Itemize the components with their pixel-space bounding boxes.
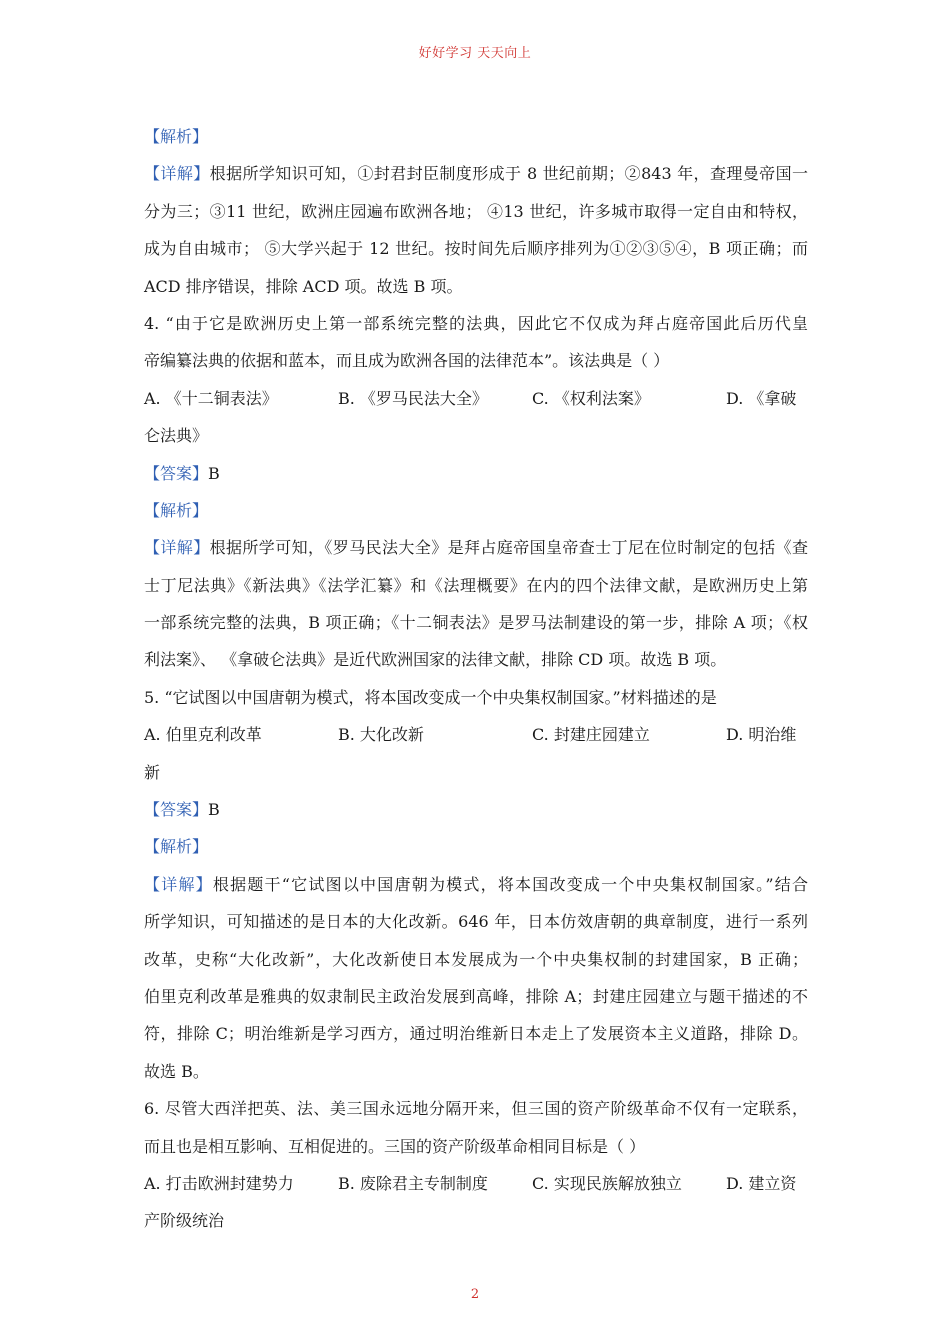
option-b: B. 《罗马民法大全》 xyxy=(338,388,488,408)
question-6-stem: 而且也是相互影响、互相促进的。三国的资产阶级革命相同目标是（ ） xyxy=(144,1136,646,1156)
option-d-wrap: 仑法典》 xyxy=(144,426,209,446)
question-5-options xyxy=(144,716,808,753)
detail-tag: 【详解】 xyxy=(144,538,210,558)
detail-line: 伯里克利改革是雅典的奴隶制民主政治发展到高峰，排除 A；封建庄园建立与题干描述的不 xyxy=(144,986,808,1006)
answer-line: 【答案】B xyxy=(144,800,220,820)
answer-line: 【答案】B xyxy=(144,463,220,483)
option-d: D. 建立资 xyxy=(726,1173,797,1193)
question-6-stem: 6. 尽管大西洋把英、法、美三国永远地分隔开来，但三国的资产阶级革命不仅有一定联系， xyxy=(144,1099,808,1119)
detail-line: 所学知识，可知描述的是日本的大化改新。646 年，日本仿效唐朝的典章制度，进行一系列 xyxy=(144,912,808,932)
question-4-stem: 4. “由于它是欧洲历史上第一部系统完整的法典，因此它不仅成为拜占庭帝国此后历代皇 xyxy=(144,313,808,333)
detail-line: 改革，史称“大化改新”，大化改新使日本发展成为一个中央集权制的封建国家，B 正确； xyxy=(144,949,808,969)
option-b: B. 废除君主专制制度 xyxy=(338,1173,488,1193)
detail-line: 利法案》、 《拿破仑法典》是近代欧洲国家的法律文献，排除 CD 项。故选 B 项。 xyxy=(144,650,727,670)
question-5-stem: 5. “它试图以中国唐朝为模式，将本国改变成一个中央集权制国家。”材料描述的是 xyxy=(144,687,717,707)
analysis-heading: 【解析】 xyxy=(144,500,209,520)
option-a: A. 打击欧洲封建势力 xyxy=(144,1173,294,1193)
document-body xyxy=(144,118,808,1240)
detail-line: 分为三；③11 世纪，欧洲庄园遍布欧洲各地； ④13 世纪，许多城市取得一定自由和特权， xyxy=(144,201,808,221)
option-d-wrap: 新 xyxy=(144,762,161,782)
question-4-options xyxy=(144,380,808,417)
detail-line: 成为自由城市； ⑤大学兴起于 12 世纪。按时间先后顺序排列为①②③⑤④，B 项正确；而 xyxy=(144,239,808,259)
option-c: C. 《权利法案》 xyxy=(532,388,650,408)
detail-tag: 【详解】 xyxy=(144,874,213,894)
detail-line: 一部系统完整的法典，B 项正确；《十二铜表法》是罗马法制建设的第一步，排除 A 项；《权 xyxy=(144,613,808,633)
option-d-wrap: 产阶级统治 xyxy=(144,1211,225,1231)
option-b: B. 大化改新 xyxy=(338,725,424,745)
answer-value: B xyxy=(208,463,220,483)
detail-line: 士丁尼法典》《新法典》《法学汇纂》和《法理概要》在内的四个法律文献，是欧洲历史上第 xyxy=(144,575,808,595)
page-header-motto: 好好学习 天天向上 xyxy=(418,46,532,61)
page-number: 2 xyxy=(470,1287,480,1302)
detail-line: 【详解】根据所学可知，《罗马民法大全》是拜占庭帝国皇帝查士丁尼在位时制定的包括《查 xyxy=(144,538,808,558)
option-d: D. 《拿破 xyxy=(726,388,797,408)
detail-line: 符，排除 C；明治维新是学习西方，通过明治维新日本走上了发展资本主义道路，排除 D。 xyxy=(144,1024,808,1044)
detail-line: 【详解】根据所学知识可知，①封君封臣制度形成于 8 世纪前期；②843 年，查理曼帝国一 xyxy=(144,164,808,184)
option-c: C. 封建庄园建立 xyxy=(532,725,650,745)
answer-value: B xyxy=(208,800,220,820)
detail-tag: 【详解】 xyxy=(144,164,210,184)
question-6-options xyxy=(144,1165,808,1202)
detail-line: 【详解】根据题干“它试图以中国唐朝为模式，将本国改变成一个中央集权制国家。”结合 xyxy=(144,874,808,894)
analysis-heading: 【解析】 xyxy=(144,837,209,857)
option-a: A. 伯里克利改革 xyxy=(144,725,262,745)
option-a: A. 《十二铜表法》 xyxy=(144,388,278,408)
detail-line: 故选 B。 xyxy=(144,1061,209,1081)
option-d: D. 明治维 xyxy=(726,725,797,745)
option-c: C. 实现民族解放独立 xyxy=(532,1173,682,1193)
detail-line: ACD 排序错误，排除 ACD 项。故选 B 项。 xyxy=(144,276,463,296)
question-4-stem: 帝编纂法典的依据和蓝本，而且成为欧洲各国的法律范本”。该法典是（ ） xyxy=(144,351,670,371)
analysis-heading: 【解析】 xyxy=(144,127,209,146)
